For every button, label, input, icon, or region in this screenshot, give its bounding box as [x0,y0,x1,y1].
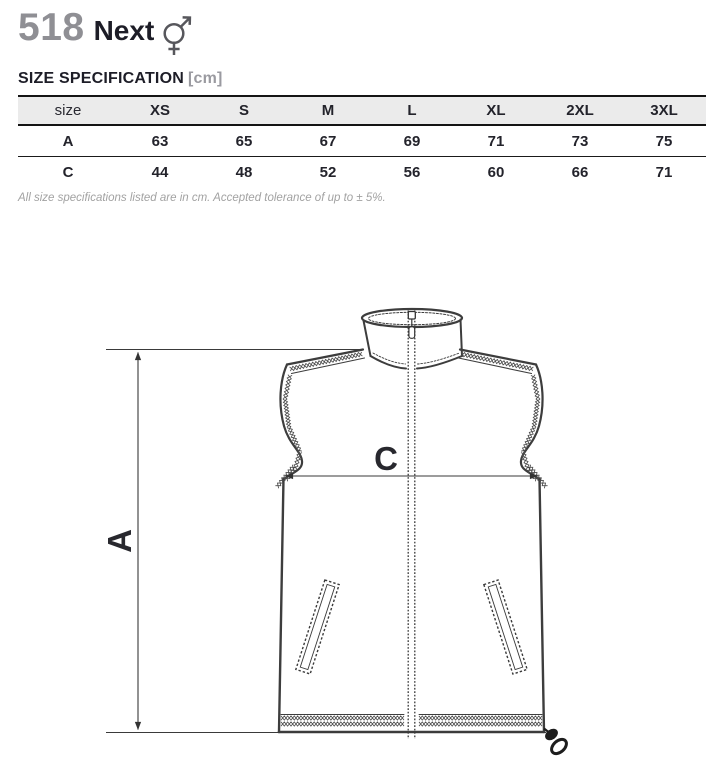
row-c-s: 48 [235,163,253,181]
row-c-label: C [62,163,74,181]
row-a-2xl: 73 [571,132,589,150]
col-header-3xl: 3XL [650,102,678,119]
row-c-3xl: 71 [655,163,673,181]
spec-sheet-page [0,8,706,765]
vest-technical-drawing [100,301,600,765]
drawcord-toggle [543,726,569,756]
row-a-xl: 71 [487,132,505,150]
section-unit: [cm] [187,70,223,87]
tolerance-note: All size specifications listed are in cm. Accepted tolerance of up to ± 5%. [18,192,386,204]
zipper-slider [408,312,415,320]
col-header-2xl: 2XL [566,102,594,119]
col-header-s: S [238,102,249,119]
stitching [275,352,547,726]
table-row-a [18,125,706,157]
left-pocket [296,580,339,674]
col-header-m: M [321,102,335,119]
vest-outline [279,309,544,732]
zipper [408,311,415,740]
col-header-xs: XS [149,102,170,119]
col-header-xl: XL [486,102,506,119]
unisex-gender-icon [162,10,196,56]
row-a-s: 65 [235,132,253,150]
dimension-lines [106,350,546,733]
size-table-header-row [18,96,706,125]
row-a-3xl: 75 [655,132,673,150]
col-header-size: size [54,102,82,119]
product-header [18,8,706,54]
row-c-m: 52 [319,163,337,181]
row-a-l: 69 [403,132,421,150]
dim-label-width: C [374,440,398,477]
row-a-m: 67 [319,132,337,150]
dim-label-height: A [101,529,138,553]
table-row-c [18,157,706,188]
product-name: Next [93,15,155,46]
row-a-label: A [62,132,74,150]
zipper-pull [409,327,415,339]
section-title [18,70,706,88]
product-code: 518 [18,6,85,49]
row-a-xs: 63 [151,132,169,150]
col-header-l: L [407,102,417,119]
right-pocket [484,580,527,674]
size-table [18,95,706,187]
row-c-l: 56 [403,163,421,181]
armholes [280,365,542,480]
section-title-text: SIZE SPECIFICATION [18,70,184,87]
row-c-2xl: 66 [571,163,589,181]
row-c-xs: 44 [151,163,169,181]
row-c-xl: 60 [487,163,505,181]
